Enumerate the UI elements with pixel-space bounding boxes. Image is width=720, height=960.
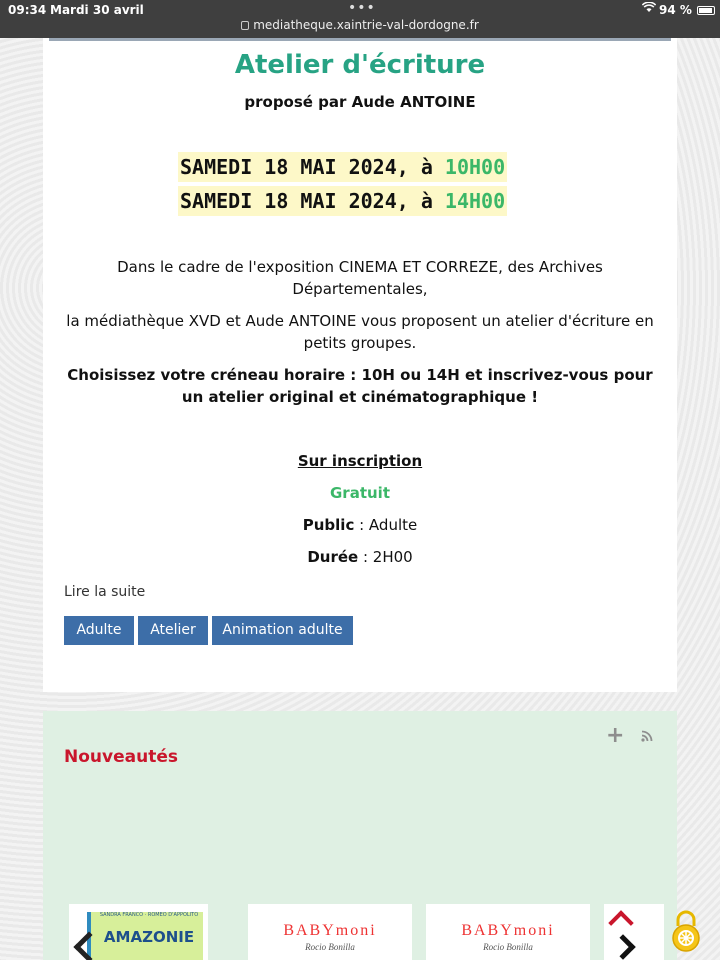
status-date: Mardi 30 avril — [50, 3, 144, 17]
book-cover-babymoni-1[interactable] — [248, 904, 412, 960]
audience — [43, 516, 677, 534]
rss-icon[interactable] — [641, 727, 653, 746]
book-author: Rocio Bonilla — [305, 942, 355, 952]
read-more-link[interactable]: Lire la suite — [64, 584, 146, 600]
url-text: mediatheque.xaintrie-val-dordogne.fr — [253, 18, 479, 32]
inscription-text: Sur inscription — [297, 452, 423, 470]
book-cover-art — [87, 912, 203, 960]
duration-value: : 2H00 — [358, 548, 413, 566]
wifi-icon — [642, 2, 656, 16]
status-bar — [0, 0, 720, 38]
audience-label: Public — [302, 516, 355, 534]
duration — [43, 548, 677, 566]
address-bar[interactable] — [0, 18, 720, 32]
inscription-heading — [43, 452, 677, 470]
paragraph-call-to-action: Choisissez votre créneau horaire : 10H ou 14H et inscrivez-vous pour un atelier original et cinématographique ! — [67, 366, 653, 406]
tag-adulte[interactable]: Adulte — [64, 616, 134, 645]
article-subtitle: proposé par Aude ANTOINE — [244, 93, 476, 111]
session-date-text: SAMEDI 18 MAI 2024, à — [180, 155, 445, 179]
status-time: 09:34 — [8, 3, 47, 17]
book-cover-partial[interactable] — [604, 904, 664, 960]
article-card — [43, 38, 677, 692]
book-title: AMAZONIE — [103, 928, 195, 946]
book-title: BABYmoni — [461, 922, 555, 939]
lock-icon — [241, 21, 249, 30]
article-title: Atelier d'écriture — [234, 50, 486, 80]
header-image-strip — [49, 38, 671, 41]
more-dots-icon[interactable]: ••• — [348, 0, 376, 16]
plus-icon[interactable]: + — [606, 723, 625, 748]
news-heading: Nouveautés — [64, 747, 178, 767]
session-date-2 — [178, 186, 507, 216]
accessibility-lock-icon[interactable] — [668, 908, 704, 952]
battery-icon — [697, 6, 715, 15]
battery-percent: 94 % — [659, 3, 692, 17]
session-date-1 — [178, 152, 507, 182]
audience-value: : Adulte — [354, 516, 418, 534]
book-author: SANDRA FRANCO · ROMEO D'APPOLITO — [99, 912, 199, 918]
tag-atelier[interactable]: Atelier — [138, 616, 208, 645]
session-hour: 10H00 — [444, 155, 506, 179]
session-date-text: SAMEDI 18 MAI 2024, à — [180, 189, 445, 213]
book-title: BABYmoni — [283, 922, 377, 939]
paragraph-proposal: la médiathèque XVD et Aude ANTOINE vous proposent un atelier d'écriture en petits groupes. — [66, 312, 654, 352]
session-hour: 14H00 — [444, 189, 506, 213]
book-cover-babymoni-2[interactable] — [426, 904, 590, 960]
news-section — [43, 711, 677, 960]
price — [43, 484, 677, 502]
paragraph-context: Dans le cadre de l'exposition CINEMA ET CORREZE, des Archives Départementales, — [117, 258, 603, 298]
tag-animation-adulte[interactable]: Animation adulte — [212, 616, 353, 645]
price-free: Gratuit — [330, 484, 390, 502]
duration-label: Durée — [307, 548, 359, 566]
book-author: Rocio Bonilla — [483, 942, 533, 952]
